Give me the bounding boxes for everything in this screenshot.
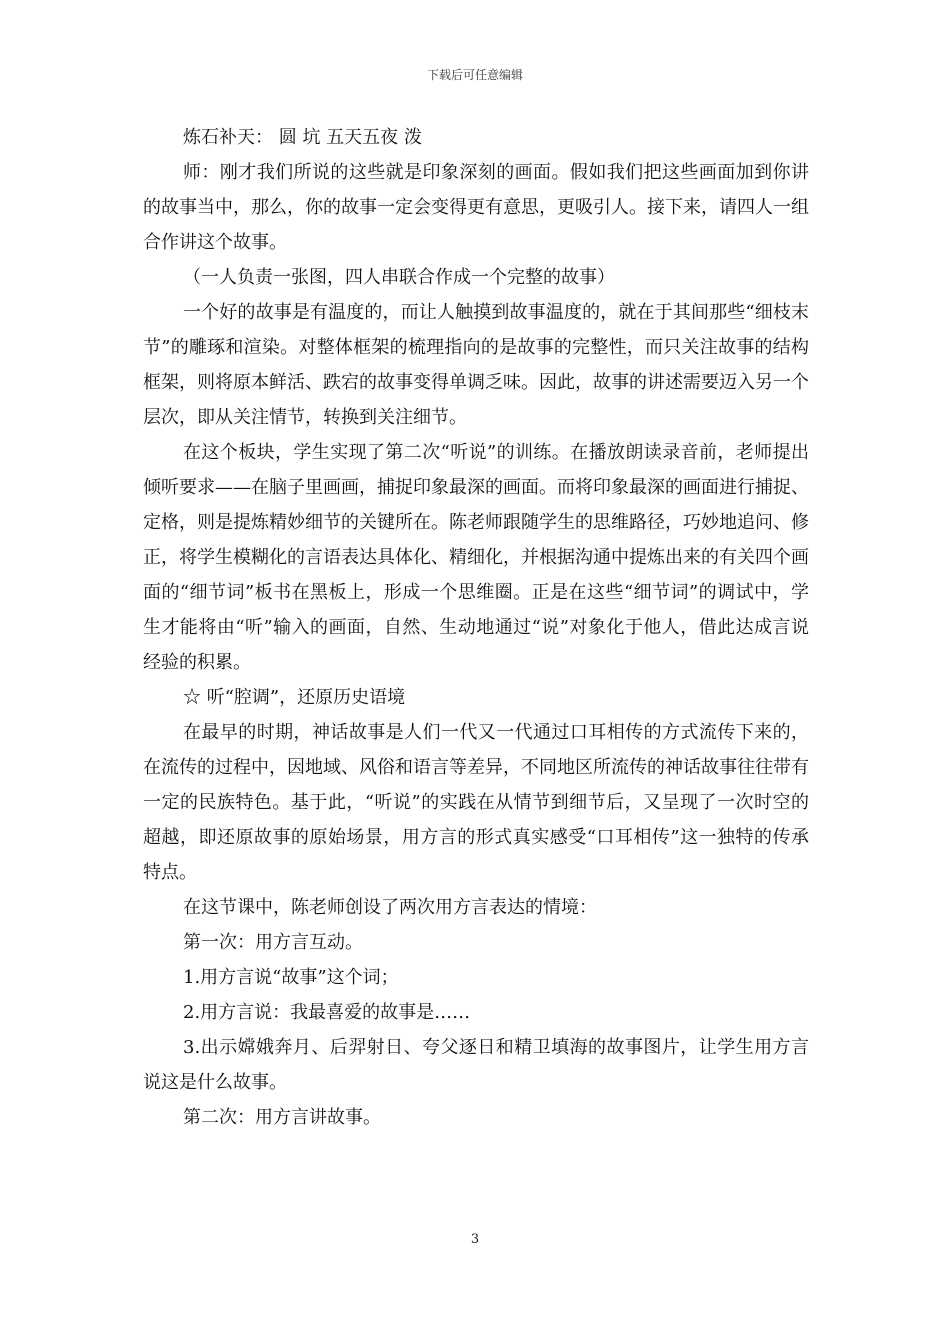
page-header: 下载后可任意编辑 xyxy=(426,68,523,82)
paragraph: 在这个板块，学生实现了第二次“听说”的训练。在播放朗读录音前，老师提出倾听要求——在脑子里画画，捕捉印象最深的画面。而将印象最深的画面进行捕捉、定格，则是提炼精妙细节的关键所在。陈老师跟随学生的思维路径，巧妙地追问、修正，将学生模糊化的言语表达具体化、精细化，并根据沟通中提炼出来的有关四个画面的“细节词”板书在黑板上，形成一个思维圈。正是在这些“细节词”的调试中，学生才能将由“听”输入的画面，自然、生动地通过“说”对象化于他人，借此达成言说经验的积累。 xyxy=(143,442,809,673)
paragraph: 在这节课中，陈老师创设了两次用方言表达的情境： xyxy=(183,897,597,918)
paragraph: 一个好的故事是有温度的，而让人触摸到故事温度的，就在于其间那些“细枝末节”的雕琢和渲染。对整体框架的梳理指向的是故事的完整性，而只关注故事的结构框架，则将原本鲜活、跌宕的故事变得单调乏味。因此，故事的讲述需要迈入另一个层次，即从关注情节，转换到关注细节。 xyxy=(143,302,809,428)
paragraph: 在最早的时期，神话故事是人们一代又一代通过口耳相传的方式流传下来的，在流传的过程中，因地域、风俗和语言等差异，不同地区所流传的神话故事往往带有一定的民族特色。基于此，“听说”的实践在从情节到细节后，又呈现了一次时空的超越，即还原故事的原始场景，用方言的形式真实感受“口耳相传”这一独特的传承特点。 xyxy=(143,722,809,883)
page-number: 3 xyxy=(470,1232,480,1247)
section-heading: ☆ 听“腔调”，还原历史语境 xyxy=(183,687,406,708)
list-item: 2.用方言说：我最喜爱的故事是…… xyxy=(183,1002,471,1023)
document-body xyxy=(143,120,809,1135)
list-item: 1.用方言说“故事”这个词； xyxy=(183,967,399,988)
paragraph: （一人负责一张图，四人串联合作成一个完整的故事） xyxy=(183,267,615,288)
paragraph: 第二次：用方言讲故事。 xyxy=(183,1107,381,1128)
list-item: 3.出示嫦娥奔月、后羿射日、夸父逐日和精卫填海的故事图片，让学生用方言说这是什么故事。 xyxy=(143,1037,809,1093)
paragraph: 炼石补天： 圆 坑 五天五夜 泼 xyxy=(183,127,422,148)
paragraph: 师：刚才我们所说的这些就是印象深刻的画面。假如我们把这些画面加到你讲的故事当中，那么，你的故事一定会变得更有意思，更吸引人。接下来，请四人一组合作讲这个故事。 xyxy=(143,162,809,253)
paragraph: 第一次：用方言互动。 xyxy=(183,932,363,953)
